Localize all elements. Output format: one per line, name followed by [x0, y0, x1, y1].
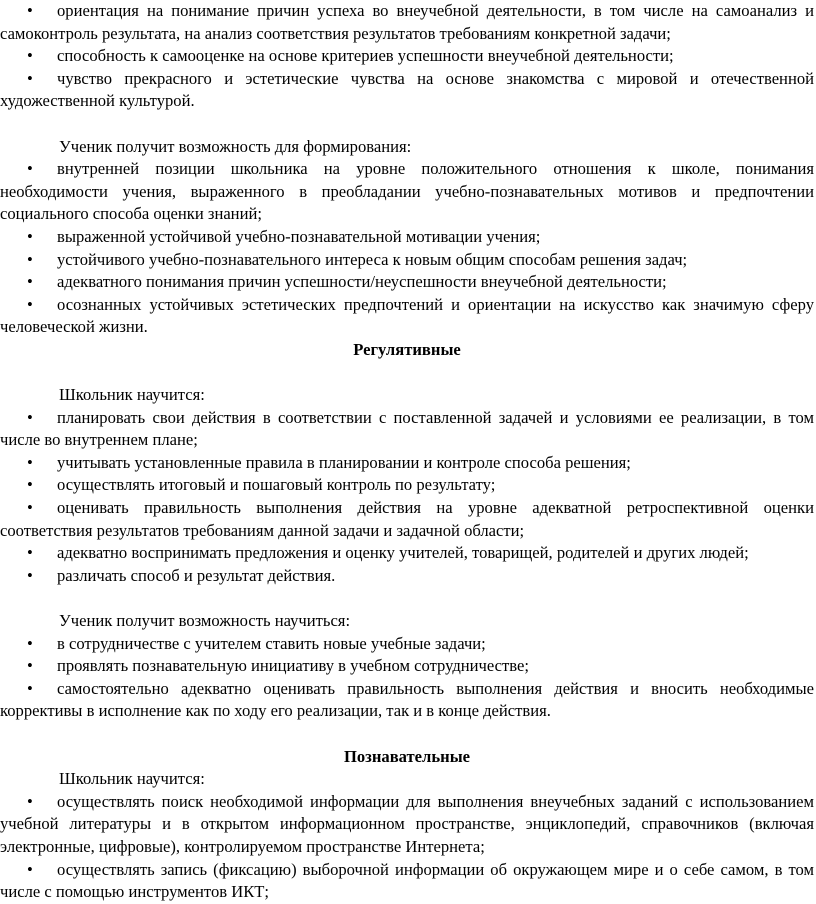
list-item: [0, 542, 814, 565]
list-item-text: устойчивого учебно-познавательного интереса к новым общим способам решения задач;: [57, 249, 688, 269]
intro-paragraph: Ученик получит возможность для формирования:: [59, 136, 412, 156]
list-item: [0, 474, 814, 497]
blank-line: [0, 587, 814, 610]
bullet-icon: •: [27, 633, 33, 653]
list-item-text: различать способ и результат действия.: [57, 565, 336, 585]
list-item: [0, 45, 814, 68]
list-item-text: осуществлять поиск необходимой информации для выполнения внеучебных заданий с использованием учебной литературы и в открытом информационном пространстве, энциклопедий, справочников (включая электронные, цифровые), контролируемом пространстве Интернета;: [0, 791, 814, 856]
bullet-icon: •: [27, 249, 33, 269]
list-item: [0, 158, 814, 226]
list-item: [0, 294, 814, 339]
bullet-icon: •: [27, 859, 33, 879]
blank-line: [0, 723, 814, 746]
intro-paragraph: Школьник научится:: [59, 769, 205, 789]
list-item-text: оценивать правильность выполнения действия на уровне адекватной ретроспективной оценки соответствия результатов требованиям данной задачи и задачной области;: [0, 498, 814, 540]
list-item-text: чувство прекрасного и эстетические чувства на основе знакомства с мировой и отечественной художественной культурой.: [0, 68, 814, 111]
blank-line: [0, 113, 814, 136]
section-heading: Познавательные: [343, 746, 471, 766]
list-item: [0, 68, 814, 113]
list-item: [0, 226, 814, 249]
bullet-list: [0, 633, 814, 723]
bullet-icon: •: [27, 475, 33, 495]
bullet-icon: •: [27, 294, 33, 314]
list-item-text: способность к самооценке на основе критериев успешности внеучебной деятельности;: [57, 46, 674, 66]
bullet-icon: •: [27, 678, 33, 698]
bullet-icon: •: [27, 272, 33, 292]
bullet-icon: •: [27, 543, 33, 563]
bullet-list: [0, 407, 814, 588]
blank-line: [0, 362, 814, 385]
list-item-text: адекватно воспринимать предложения и оценку учителей, товарищей, родителей и других людей;: [57, 543, 749, 563]
bullet-icon: •: [27, 565, 33, 585]
list-item: [0, 497, 814, 542]
list-item: [0, 452, 814, 475]
bullet-icon: •: [27, 159, 33, 179]
bullet-icon: •: [27, 656, 33, 676]
intro-paragraph: Школьник научится:: [59, 385, 205, 405]
list-item: [0, 655, 814, 678]
bullet-icon: •: [27, 791, 33, 811]
list-item-text: учитывать установленные правила в планировании и контроле способа решения;: [57, 452, 631, 472]
bullet-icon: •: [27, 407, 33, 427]
bullet-icon: •: [27, 68, 33, 88]
list-item-text: осознанных устойчивых эстетических предпочтений и ориентации на искусство как значимую сферу человеческой жизни.: [0, 294, 814, 337]
bullet-list: [0, 0, 814, 113]
list-item-text: осуществлять итоговый и пошаговый контроль по результату;: [57, 475, 496, 495]
list-item-text: адекватного понимания причин успешности/неуспешности внеучебной деятельности;: [57, 272, 667, 292]
bullet-list: [0, 158, 814, 339]
list-item: [0, 249, 814, 272]
list-item: [0, 678, 814, 723]
list-item: [0, 791, 814, 859]
list-item-text: осуществлять запись (фиксацию) выборочной информации об окружающем мире и о себе самом, в том числе с помощью инструментов ИКТ;: [0, 859, 814, 902]
list-item-text: выраженной устойчивой учебно-познавательной мотивации учения;: [57, 226, 541, 246]
list-item: [0, 565, 814, 588]
bullet-icon: •: [27, 1, 33, 20]
list-item-text: самостоятельно адекватно оценивать правильность выполнения действия и вносить необходимые коррективы в исполнение как по ходу его реализации, так и в конце действия.: [0, 678, 814, 721]
list-item: [0, 633, 814, 656]
bullet-icon: •: [27, 46, 33, 66]
bullet-icon: •: [27, 452, 33, 472]
bullet-list: [0, 791, 814, 904]
list-item: [0, 859, 814, 904]
list-item-text: ориентация на понимание причин успеха во внеучебной деятельности, в том числе на самоанализ и самоконтроль результата, на анализ соответствия результатов требованиям конкретной задачи;: [0, 1, 814, 43]
bullet-icon: •: [27, 498, 33, 518]
section-heading: Регулятивные: [353, 339, 461, 359]
list-item-text: в сотрудничестве с учителем ставить новые учебные задачи;: [57, 633, 486, 653]
list-item-text: внутренней позиции школьника на уровне положительного отношения к школе, понимания необходимости учения, выраженного в преобладании учебно-познавательных мотивов и предпочтении социального способа оценки знаний;: [0, 159, 814, 224]
list-item: [0, 407, 814, 452]
intro-paragraph: Ученик получит возможность научиться:: [59, 611, 351, 631]
list-item-text: планировать свои действия в соответствии с поставленной задачей и условиями ее реализации, в том числе во внутреннем плане;: [0, 407, 814, 450]
list-item: [0, 271, 814, 294]
list-item-text: проявлять познавательную инициативу в учебном сотрудничестве;: [57, 656, 530, 676]
bullet-icon: •: [27, 226, 33, 246]
list-item: [0, 0, 814, 45]
